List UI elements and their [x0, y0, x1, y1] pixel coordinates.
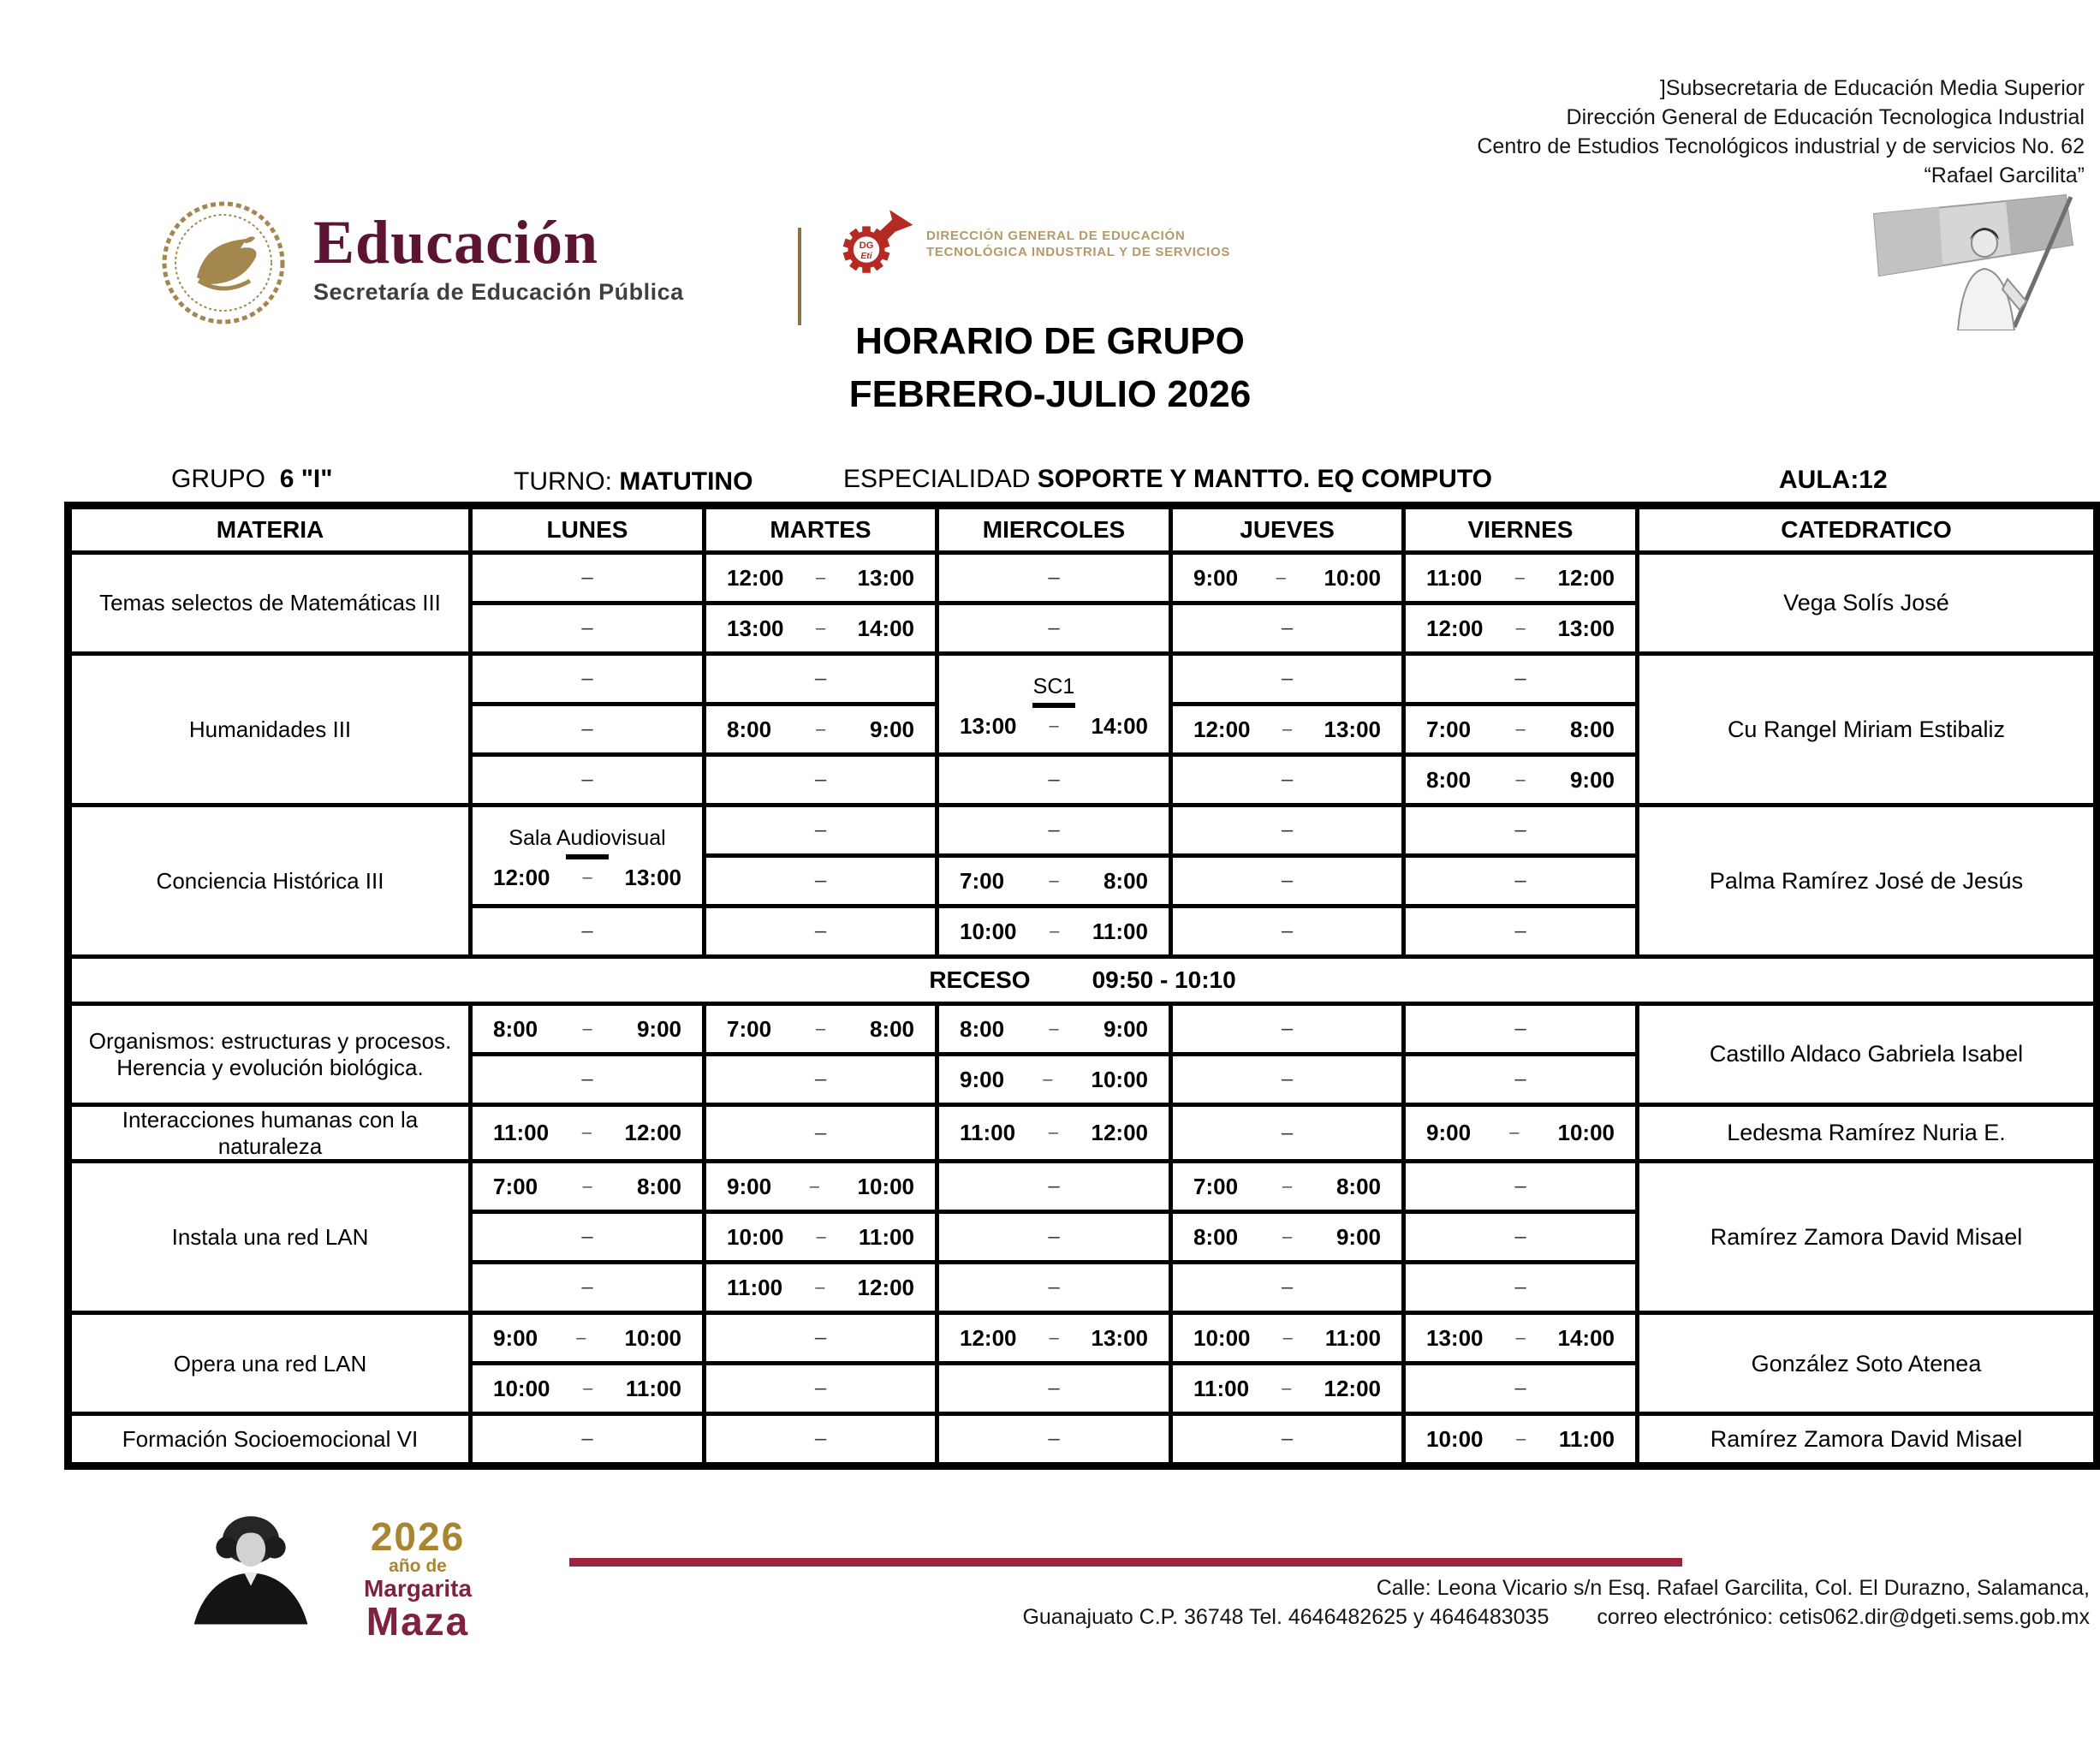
empty-dash: –	[814, 869, 827, 892]
org-header	[1477, 74, 2085, 190]
schedule-cell	[937, 1414, 1171, 1466]
footer-address	[1022, 1573, 2090, 1632]
margarita-maza-portrait	[159, 1505, 342, 1625]
teacher-name: Palma Ramírez José de Jesús	[1638, 806, 2097, 957]
empty-dash: –	[1514, 667, 1526, 690]
empty-dash: –	[1048, 566, 1060, 589]
dgeti-monogram-bottom: Eti	[860, 252, 872, 261]
schedule-cell	[705, 1004, 937, 1055]
empty-dash: –	[1514, 919, 1526, 942]
column-header-martes: MARTES	[705, 506, 937, 553]
schedule-row	[68, 1105, 2097, 1162]
schedule-cell	[1171, 1004, 1404, 1055]
time-range: 8:00 – 9:00	[1426, 766, 1615, 793]
schedule-cell	[471, 1313, 705, 1364]
subject-name: Formación Socioemocional VI	[68, 1414, 471, 1466]
schedule-row	[68, 654, 2097, 705]
time-range: 11:00 – 12:00	[960, 1120, 1148, 1146]
time-range: 9:00 – 10:00	[1193, 564, 1381, 591]
empty-dash: –	[1514, 818, 1526, 841]
schedule-cell	[1171, 1055, 1404, 1105]
empty-dash: –	[1281, 667, 1294, 690]
teacher-name: Castillo Aldaco Gabriela Isabel	[1638, 1004, 2097, 1105]
time-range: 7:00 – 8:00	[1426, 716, 1615, 742]
schedule-cell	[937, 1162, 1171, 1212]
footer-rule	[569, 1558, 1682, 1567]
empty-dash: –	[814, 1376, 827, 1400]
column-header-lunes: LUNES	[471, 506, 705, 553]
empty-dash: –	[814, 919, 827, 942]
schedule-cell	[471, 1162, 705, 1212]
dgeti-caption	[926, 228, 1230, 260]
time-range: 12:00 – 13:00	[1193, 716, 1381, 742]
schedule-cell	[705, 705, 937, 755]
time-range: 12:00 – 13:00	[960, 1324, 1148, 1351]
schedule-cell	[1171, 1162, 1404, 1212]
schedule-cell	[705, 1055, 937, 1105]
schedule-cell	[471, 654, 705, 705]
empty-dash: –	[814, 1121, 827, 1145]
schedule-cell	[471, 705, 705, 755]
title-line-2: FEBRERO-JULIO 2026	[848, 373, 1252, 415]
schedule-cell	[1404, 1263, 1638, 1313]
schedule-cell	[705, 1105, 937, 1162]
specialty-value: SOPORTE Y MANTTO. EQ COMPUTO	[1037, 465, 1492, 493]
teacher-name: Ledesma Ramírez Nuria E.	[1638, 1105, 2097, 1162]
time-range: 12:00 – 13:00	[493, 864, 681, 890]
empty-dash: –	[581, 616, 593, 639]
empty-dash: –	[1048, 818, 1060, 841]
empty-dash: –	[581, 667, 593, 690]
schedule-cell	[1171, 1105, 1404, 1162]
schedule-cell	[1404, 1162, 1638, 1212]
empty-dash: –	[1048, 1174, 1060, 1198]
schedule-cell	[705, 1313, 937, 1364]
teacher-name: Cu Rangel Miriam Estibaliz	[1638, 654, 2097, 806]
dgeti-gear-icon	[832, 202, 921, 288]
org-line-4: “Rafael Garcilita”	[1924, 164, 2085, 187]
schedule-cell	[1171, 755, 1404, 806]
empty-dash: –	[1281, 869, 1294, 892]
time-range: 8:00 – 9:00	[493, 1015, 681, 1042]
empty-dash: –	[814, 818, 827, 841]
shift-field	[514, 467, 753, 496]
schedule-cell	[705, 907, 937, 957]
empty-dash: –	[1281, 1121, 1294, 1145]
schedule-cell	[1171, 806, 1404, 856]
schedule-cell	[937, 856, 1171, 907]
room-note: Sala Audiovisual	[509, 825, 666, 850]
time-range: 11:00 – 12:00	[1426, 564, 1615, 591]
dgeti-caption-line-1: DIRECCIÓN GENERAL DE EDUCACIÓN	[926, 229, 1186, 243]
empty-dash: –	[1514, 1017, 1526, 1040]
note-underline	[566, 854, 609, 859]
column-header-miercoles: MIERCOLES	[937, 506, 1171, 553]
schedule-cell	[1171, 1364, 1404, 1414]
empty-dash: –	[1048, 1376, 1060, 1400]
receso-cell	[68, 957, 2097, 1004]
schedule-cell	[1171, 603, 1404, 654]
schedule-cell	[1404, 806, 1638, 856]
schedule-cell	[471, 1212, 705, 1263]
subject-name: Humanidades III	[68, 654, 471, 806]
time-range: 7:00 – 8:00	[1193, 1173, 1381, 1199]
schedule-cell	[471, 806, 705, 907]
empty-dash: –	[581, 566, 593, 589]
time-range: 10:00 – 11:00	[727, 1223, 914, 1250]
org-line-3: Centro de Estudios Tecnológicos industrial y de servicios No. 62	[1477, 134, 2085, 158]
specialty-field	[843, 465, 1492, 494]
address-line-2b: correo electrónico: cetis062.dir@dgeti.sems.gob.mx	[1597, 1605, 2090, 1629]
year-subtext: año de	[389, 1556, 447, 1576]
schedule-cell	[705, 603, 937, 654]
schedule-cell	[1171, 1212, 1404, 1263]
empty-dash: –	[1281, 616, 1294, 639]
schedule-cell	[705, 806, 937, 856]
empty-dash: –	[1281, 1275, 1294, 1299]
room-note: SC1	[1032, 674, 1075, 699]
time-range: 10:00 – 11:00	[493, 1375, 681, 1401]
schedule-row	[68, 1004, 2097, 1055]
receso-row	[68, 957, 2097, 1004]
column-header-materia: MATERIA	[68, 506, 471, 553]
schedule-cell	[1404, 603, 1638, 654]
schedule-cell	[937, 1004, 1171, 1055]
time-range: 8:00 – 9:00	[960, 1015, 1148, 1042]
time-range: 13:00 – 14:00	[727, 615, 914, 641]
shift-value: MATUTINO	[619, 467, 753, 496]
year-text: 2026	[370, 1514, 466, 1559]
schedule-cell	[705, 1414, 937, 1466]
schedule-cell	[937, 1263, 1171, 1313]
schedule-cell	[705, 1162, 937, 1212]
group-label: GRUPO	[171, 465, 266, 493]
empty-dash: –	[1281, 1067, 1294, 1091]
schedule-cell	[705, 1263, 937, 1313]
group-field	[171, 465, 333, 494]
schedule-cell	[471, 1004, 705, 1055]
schedule-cell	[705, 856, 937, 907]
empty-dash: –	[814, 1427, 827, 1451]
schedule-cell	[1404, 1055, 1638, 1105]
org-line-2: Dirección General de Educación Tecnologica Industrial	[1566, 105, 2085, 129]
schedule-cell	[471, 1364, 705, 1414]
subject-name: Opera una red LAN	[68, 1313, 471, 1414]
schedule-cell	[1171, 856, 1404, 907]
subject-name: Interacciones humanas con la naturaleza	[68, 1105, 471, 1162]
schedule-cell	[1404, 705, 1638, 755]
schedule-cell	[1404, 907, 1638, 957]
schedule-row	[68, 1313, 2097, 1364]
teacher-name: González Soto Atenea	[1638, 1313, 2097, 1414]
schedule-cell	[705, 1364, 937, 1414]
schedule-cell	[1404, 1004, 1638, 1055]
schedule-cell	[1404, 755, 1638, 806]
empty-dash: –	[1048, 616, 1060, 639]
empty-dash: –	[581, 1427, 593, 1451]
educacion-wordmark: Educación	[313, 208, 599, 276]
empty-dash: –	[1048, 1225, 1060, 1249]
header-row	[68, 506, 2097, 553]
dgeti-caption-line-2: TECNOLÓGICA INDUSTRIAL Y DE SERVICIOS	[926, 245, 1231, 259]
empty-dash: –	[1281, 1017, 1294, 1040]
empty-dash: –	[1281, 919, 1294, 942]
schedule-cell	[1171, 1313, 1404, 1364]
column-header-catedratico: CATEDRATICO	[1638, 506, 2097, 553]
schedule-table	[64, 502, 2100, 1470]
classroom-field: AULA:12	[1779, 466, 1888, 494]
schedule-cell	[937, 1105, 1171, 1162]
educacion-subtitle: Secretaría de Educación Pública	[313, 279, 684, 305]
schedule-cell	[471, 755, 705, 806]
empty-dash: –	[1048, 768, 1060, 791]
empty-dash: –	[1514, 1275, 1526, 1299]
schedule-cell	[471, 1055, 705, 1105]
schedule-cell	[471, 1105, 705, 1162]
schedule-cell	[1404, 654, 1638, 705]
empty-dash: –	[814, 667, 827, 690]
schedule-cell	[1404, 1313, 1638, 1364]
time-range: 13:00 – 14:00	[960, 712, 1148, 739]
schedule-cell	[937, 603, 1171, 654]
schedule-cell	[937, 553, 1171, 603]
schedule-cell	[937, 1364, 1171, 1414]
schedule-cell	[1404, 1364, 1638, 1414]
time-range: 10:00 – 11:00	[1426, 1425, 1615, 1452]
empty-dash: –	[1514, 1225, 1526, 1249]
schedule-cell	[937, 654, 1171, 755]
empty-dash: –	[1514, 1067, 1526, 1091]
schedule-cell	[471, 553, 705, 603]
time-range: 8:00 – 9:00	[727, 716, 914, 742]
schedule-cell	[1171, 654, 1404, 705]
time-range: 12:00 – 13:00	[727, 564, 914, 591]
empty-dash: –	[814, 768, 827, 791]
schedule-cell	[705, 1212, 937, 1263]
schedule-cell	[1171, 705, 1404, 755]
time-range: 12:00 – 13:00	[1426, 615, 1615, 641]
schedule-cell	[1404, 856, 1638, 907]
time-range: 10:00 – 11:00	[960, 918, 1148, 944]
address-line-2a: Guanajuato C.P. 36748 Tel. 4646482625 y 4646483035	[1022, 1605, 1550, 1629]
schedule-cell	[1171, 553, 1404, 603]
note-underline	[1032, 703, 1075, 708]
schedule-cell	[1171, 1263, 1404, 1313]
dgeti-monogram-top: DG	[859, 241, 874, 251]
subject-name: Conciencia Histórica III	[68, 806, 471, 957]
schedule-cell	[1404, 1414, 1638, 1466]
empty-dash: –	[1514, 869, 1526, 892]
address-line-2	[1022, 1602, 2090, 1632]
schedule-row	[68, 553, 2097, 603]
time-range: 13:00 – 14:00	[1426, 1324, 1615, 1351]
empty-dash: –	[814, 1067, 827, 1091]
schedule-cell	[471, 1263, 705, 1313]
org-line-1: ]Subsecretaria de Educación Media Superior	[1659, 76, 2085, 100]
empty-dash: –	[581, 1275, 593, 1299]
address-line-1: Calle: Leona Vicario s/n Esq. Rafael Garcilita, Col. El Durazno, Salamanca,	[1376, 1576, 2090, 1600]
schedule-cell	[937, 1055, 1171, 1105]
empty-dash: –	[581, 768, 593, 791]
group-value: 6 "I"	[279, 465, 333, 493]
year-2026-logo	[342, 1514, 493, 1644]
empty-dash: –	[814, 1326, 827, 1350]
document-title	[0, 315, 2100, 421]
schedule-cell	[471, 907, 705, 957]
shift-label: TURNO:	[514, 467, 612, 496]
schedule-row	[68, 1414, 2097, 1466]
receso-label: RECESO	[929, 966, 1031, 993]
time-range: 11:00 – 12:00	[1193, 1375, 1381, 1401]
time-range: 7:00 – 8:00	[493, 1173, 681, 1199]
empty-dash: –	[1281, 818, 1294, 841]
time-range: 9:00 – 10:00	[960, 1066, 1148, 1092]
time-range: 9:00 – 10:00	[493, 1324, 681, 1351]
schedule-cell	[937, 1313, 1171, 1364]
teacher-name: Ramírez Zamora David Misael	[1638, 1414, 2097, 1466]
schedule-cell	[937, 755, 1171, 806]
sep-logo	[313, 209, 684, 306]
receso-time: 09:50 - 10:10	[1092, 966, 1236, 993]
teacher-name: Ramírez Zamora David Misael	[1638, 1162, 2097, 1313]
maza-text: Maza	[366, 1599, 470, 1644]
teacher-name: Vega Solís José	[1638, 553, 2097, 654]
empty-dash: –	[1514, 1376, 1526, 1400]
schedule-cell	[937, 1212, 1171, 1263]
empty-dash: –	[581, 1225, 593, 1249]
empty-dash: –	[1281, 768, 1294, 791]
sep-eagle-seal-icon	[159, 199, 288, 327]
empty-dash: –	[1048, 1275, 1060, 1299]
column-header-viernes: VIERNES	[1404, 506, 1638, 553]
column-header-jueves: JUEVES	[1171, 506, 1404, 553]
empty-dash: –	[581, 717, 593, 740]
time-range: 9:00 – 10:00	[1426, 1120, 1615, 1146]
logo-divider	[798, 228, 801, 325]
time-range: 9:00 – 10:00	[727, 1173, 914, 1199]
empty-dash: –	[581, 919, 593, 942]
flag-bearer-image	[1862, 190, 2086, 330]
specialty-label: ESPECIALIDAD	[843, 465, 1031, 493]
empty-dash: –	[1048, 1427, 1060, 1451]
schedule-row	[68, 1162, 2097, 1212]
schedule-cell	[471, 603, 705, 654]
schedule-row	[68, 806, 2097, 856]
time-range: 11:00 – 12:00	[493, 1120, 681, 1146]
schedule-cell	[1404, 1212, 1638, 1263]
empty-dash: –	[581, 1067, 593, 1091]
schedule-cell	[1171, 1414, 1404, 1466]
margarita-text: Margarita	[363, 1575, 473, 1602]
subject-name: Temas selectos de Matemáticas III	[68, 553, 471, 654]
subject-name: Instala una red LAN	[68, 1162, 471, 1313]
schedule-cell	[1171, 907, 1404, 957]
schedule-cell	[705, 755, 937, 806]
time-range: 7:00 – 8:00	[960, 867, 1148, 894]
schedule-cell	[937, 806, 1171, 856]
time-range: 10:00 – 11:00	[1193, 1324, 1381, 1351]
schedule-cell	[937, 907, 1171, 957]
title-line-1: HORARIO DE GRUPO	[855, 320, 1245, 362]
time-range: 7:00 – 8:00	[727, 1015, 914, 1042]
schedule-cell	[1404, 1105, 1638, 1162]
schedule-cell	[705, 553, 937, 603]
subject-name: Organismos: estructuras y procesos. Herencia y evolución biológica.	[68, 1004, 471, 1105]
schedule-cell	[705, 654, 937, 705]
time-range: 8:00 – 9:00	[1193, 1223, 1381, 1250]
empty-dash: –	[1514, 1174, 1526, 1198]
time-range: 11:00 – 12:00	[727, 1274, 914, 1300]
schedule-cell	[1404, 553, 1638, 603]
schedule-cell	[471, 1414, 705, 1466]
group-info	[0, 462, 2100, 500]
empty-dash: –	[1281, 1427, 1294, 1451]
